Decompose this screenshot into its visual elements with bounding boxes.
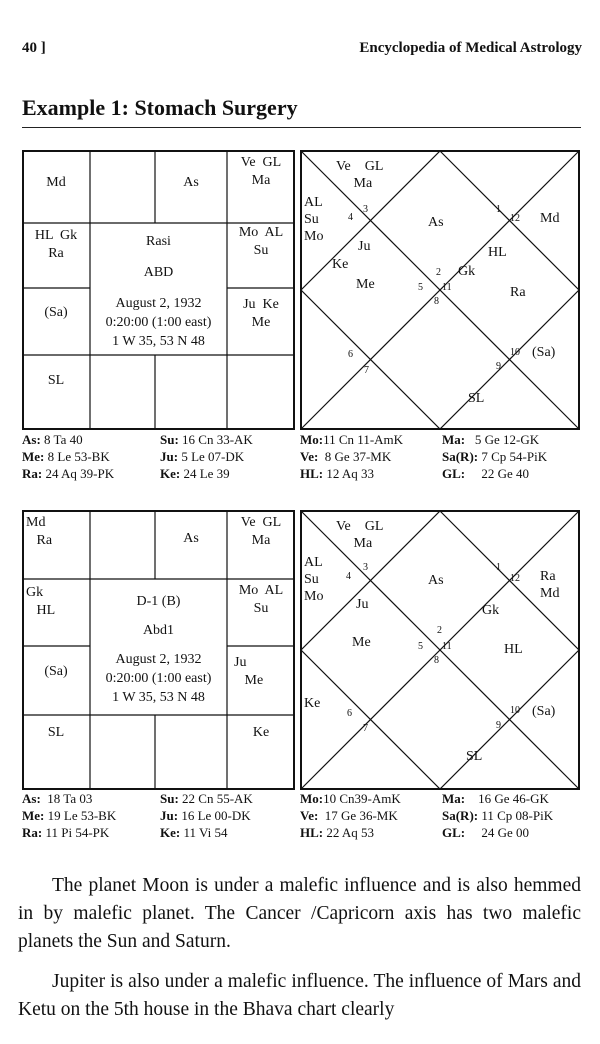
north-house-3: HL	[488, 245, 507, 260]
south-center-info	[90, 232, 227, 351]
pos-ma: Ma: 5 Ge 12-GK	[442, 432, 540, 447]
house-num-12: 12	[510, 213, 520, 224]
north-house-1: Ra Md	[540, 569, 560, 601]
title-rule	[22, 127, 581, 128]
chart-subject: ABD	[143, 265, 174, 280]
pos-su: Su: 16 Cn 33-AK	[160, 432, 253, 447]
house-num-3: 3	[363, 562, 368, 573]
pos-me: Me: 8 Le 53-BK	[22, 449, 110, 464]
book-title: Encyclopedia of Medical Astrology	[359, 40, 582, 56]
house-num-6: 6	[348, 349, 353, 360]
birth-time: 0:20:00 (1:00 east)	[105, 315, 212, 330]
north-house-10-inner: Ju	[358, 239, 371, 254]
house-num-5: 5	[418, 282, 423, 293]
pos-ke: Ke: 24 Le 39	[160, 466, 230, 481]
example-title: Example 1: Stomach Surgery	[22, 95, 298, 120]
south-cell-sagittarius: SL	[47, 373, 65, 388]
d1-positions-table	[22, 790, 582, 844]
d1-north-grid	[300, 510, 580, 790]
south-cell-gemini: Ve GL Ma	[240, 155, 282, 188]
pos-as: As: 18 Ta 03	[22, 791, 93, 806]
south-center-info	[90, 592, 227, 707]
north-house-12: Ve GL Ma	[336, 519, 384, 551]
north-house-5: (Sa)	[532, 704, 556, 719]
north-house-2: Gk	[482, 603, 500, 618]
house-num-8: 8	[434, 655, 439, 666]
rasi-north-grid	[300, 150, 580, 430]
pos-as: As: 8 Ta 40	[22, 432, 83, 447]
pos-ju: Ju: 5 Le 07-DK	[160, 449, 245, 464]
pos-ve: Ve: 8 Ge 37-MK	[300, 449, 392, 464]
north-house-12: Ve GL Ma	[336, 159, 384, 191]
south-cell-taurus: As	[183, 175, 199, 190]
house-num-9: 9	[496, 720, 501, 731]
house-num-4: 4	[346, 571, 351, 582]
birth-time: 0:20:00 (1:00 east)	[105, 671, 212, 686]
house-num-7: 7	[363, 723, 368, 734]
pos-ve: Ve: 17 Ge 36-MK	[300, 808, 398, 823]
pos-ra: Ra: 11 Pi 54-PK	[22, 825, 110, 840]
pos-mo: Mo:10 Cn39-AmK	[300, 791, 401, 806]
pos-ra: Ra: 24 Aq 39-PK	[22, 466, 115, 481]
pos-ju: Ju: 16 Le 00-DK	[160, 808, 251, 823]
house-num-12: 12	[510, 573, 520, 584]
body-paragraph: The planet Moon is under a malefic influence and is also hemmed in by malefic planet. The Cancer /Capricorn axis has two malefic planets the Sun and Saturn.	[18, 875, 581, 952]
north-house-10-top: As	[428, 573, 444, 588]
south-cell-pisces: Md Ra	[26, 515, 53, 548]
house-num-7: 7	[364, 365, 369, 376]
south-cell-gemini: Ve GL Ma	[240, 515, 282, 548]
house-num-6: 6	[347, 708, 352, 719]
south-cell-aquarius: HL Gk Ra	[34, 228, 78, 261]
rasi-north-chart	[300, 150, 580, 430]
north-house-6: SL	[468, 391, 485, 406]
north-house-9: Ke	[304, 696, 321, 711]
north-house-4: Ra	[510, 285, 526, 300]
d1-north-chart	[300, 510, 580, 790]
chart-subject: Abd1	[142, 623, 175, 638]
d1-south-chart	[22, 510, 295, 790]
birth-date: August 2, 1932	[115, 296, 202, 311]
pos-gl: GL: 22 Ge 40	[442, 466, 530, 481]
south-cell-taurus: As	[183, 531, 199, 546]
pos-mo: Mo:11 Cn 11-AmK	[300, 432, 404, 447]
house-num-10: 10	[510, 347, 520, 358]
house-num-8: 8	[434, 296, 439, 307]
house-num-1: 1	[496, 204, 501, 215]
house-num-10: 10	[510, 705, 520, 716]
north-house-5: (Sa)	[532, 345, 556, 360]
south-cell-aquarius: Gk HL	[26, 585, 56, 618]
house-num-11: 11	[442, 641, 452, 652]
pos-sa: Sa(R): 7 Cp 54-PiK	[442, 449, 548, 464]
north-house-9: Ke	[332, 257, 349, 272]
pos-me: Me: 19 Le 53-BK	[22, 808, 117, 823]
north-house-11: AL Su Mo	[304, 195, 324, 244]
north-house-11: AL Su Mo	[304, 555, 324, 604]
south-cell-cancer: Mo AL Su	[238, 583, 284, 616]
south-cell-cancer: Mo AL Su	[238, 225, 284, 258]
birth-date: August 2, 1932	[115, 652, 202, 667]
north-house-10-top: As	[428, 215, 444, 230]
chart-name: D-1 (B)	[136, 594, 181, 609]
pos-su: Su: 22 Cn 55-AK	[160, 791, 253, 806]
birth-coords: 1 W 35, 53 N 48	[112, 690, 205, 705]
south-cell-virgo: Ke	[252, 725, 270, 740]
house-num-9: 9	[496, 361, 501, 372]
south-cell-sagittarius: SL	[47, 725, 65, 740]
north-house-3: HL	[504, 642, 523, 657]
north-house-6: SL	[466, 749, 483, 764]
rasi-positions-table	[22, 431, 582, 485]
page-number: 40 ]	[22, 40, 46, 56]
pos-gl: GL: 24 Ge 00	[442, 825, 530, 840]
pos-sa: Sa(R): 11 Cp 08-PiK	[442, 808, 554, 823]
birth-coords: 1 W 35, 53 N 48	[112, 334, 205, 349]
pos-ke: Ke: 11 Vi 54	[160, 825, 228, 840]
house-num-2: 2	[437, 625, 442, 636]
house-num-11: 11	[442, 282, 452, 293]
house-num-3: 3	[363, 204, 368, 215]
north-house-10-inner: Ju	[356, 597, 369, 612]
south-cell-capricorn: (Sa)	[44, 664, 68, 679]
house-num-1: 1	[496, 562, 501, 573]
pos-ma: Ma: 16 Ge 46-GK	[442, 791, 549, 806]
house-num-5: 5	[418, 641, 423, 652]
house-num-2: 2	[436, 267, 441, 278]
north-house-2: Gk	[458, 264, 476, 279]
north-house-1: Md	[540, 211, 560, 226]
north-house-8: Me	[352, 635, 371, 650]
pos-hl: HL: 22 Aq 53	[300, 825, 375, 840]
house-num-4: 4	[348, 212, 353, 223]
body-paragraph: Jupiter is also under a malefic influence. The influence of Mars and Ketu on the 5th house in the Bhava chart clearly	[18, 971, 581, 1020]
pos-hl: HL: 12 Aq 33	[300, 466, 375, 481]
south-cell-leo: Ju Ke Me	[243, 297, 279, 330]
south-cell-capricorn: (Sa)	[44, 305, 68, 320]
south-cell-leo: Ju Me	[234, 655, 264, 688]
chart-name: Rasi	[146, 234, 171, 249]
rasi-south-chart	[22, 150, 295, 430]
north-house-8: Me	[356, 277, 375, 292]
south-cell-pisces: Md	[46, 175, 66, 190]
